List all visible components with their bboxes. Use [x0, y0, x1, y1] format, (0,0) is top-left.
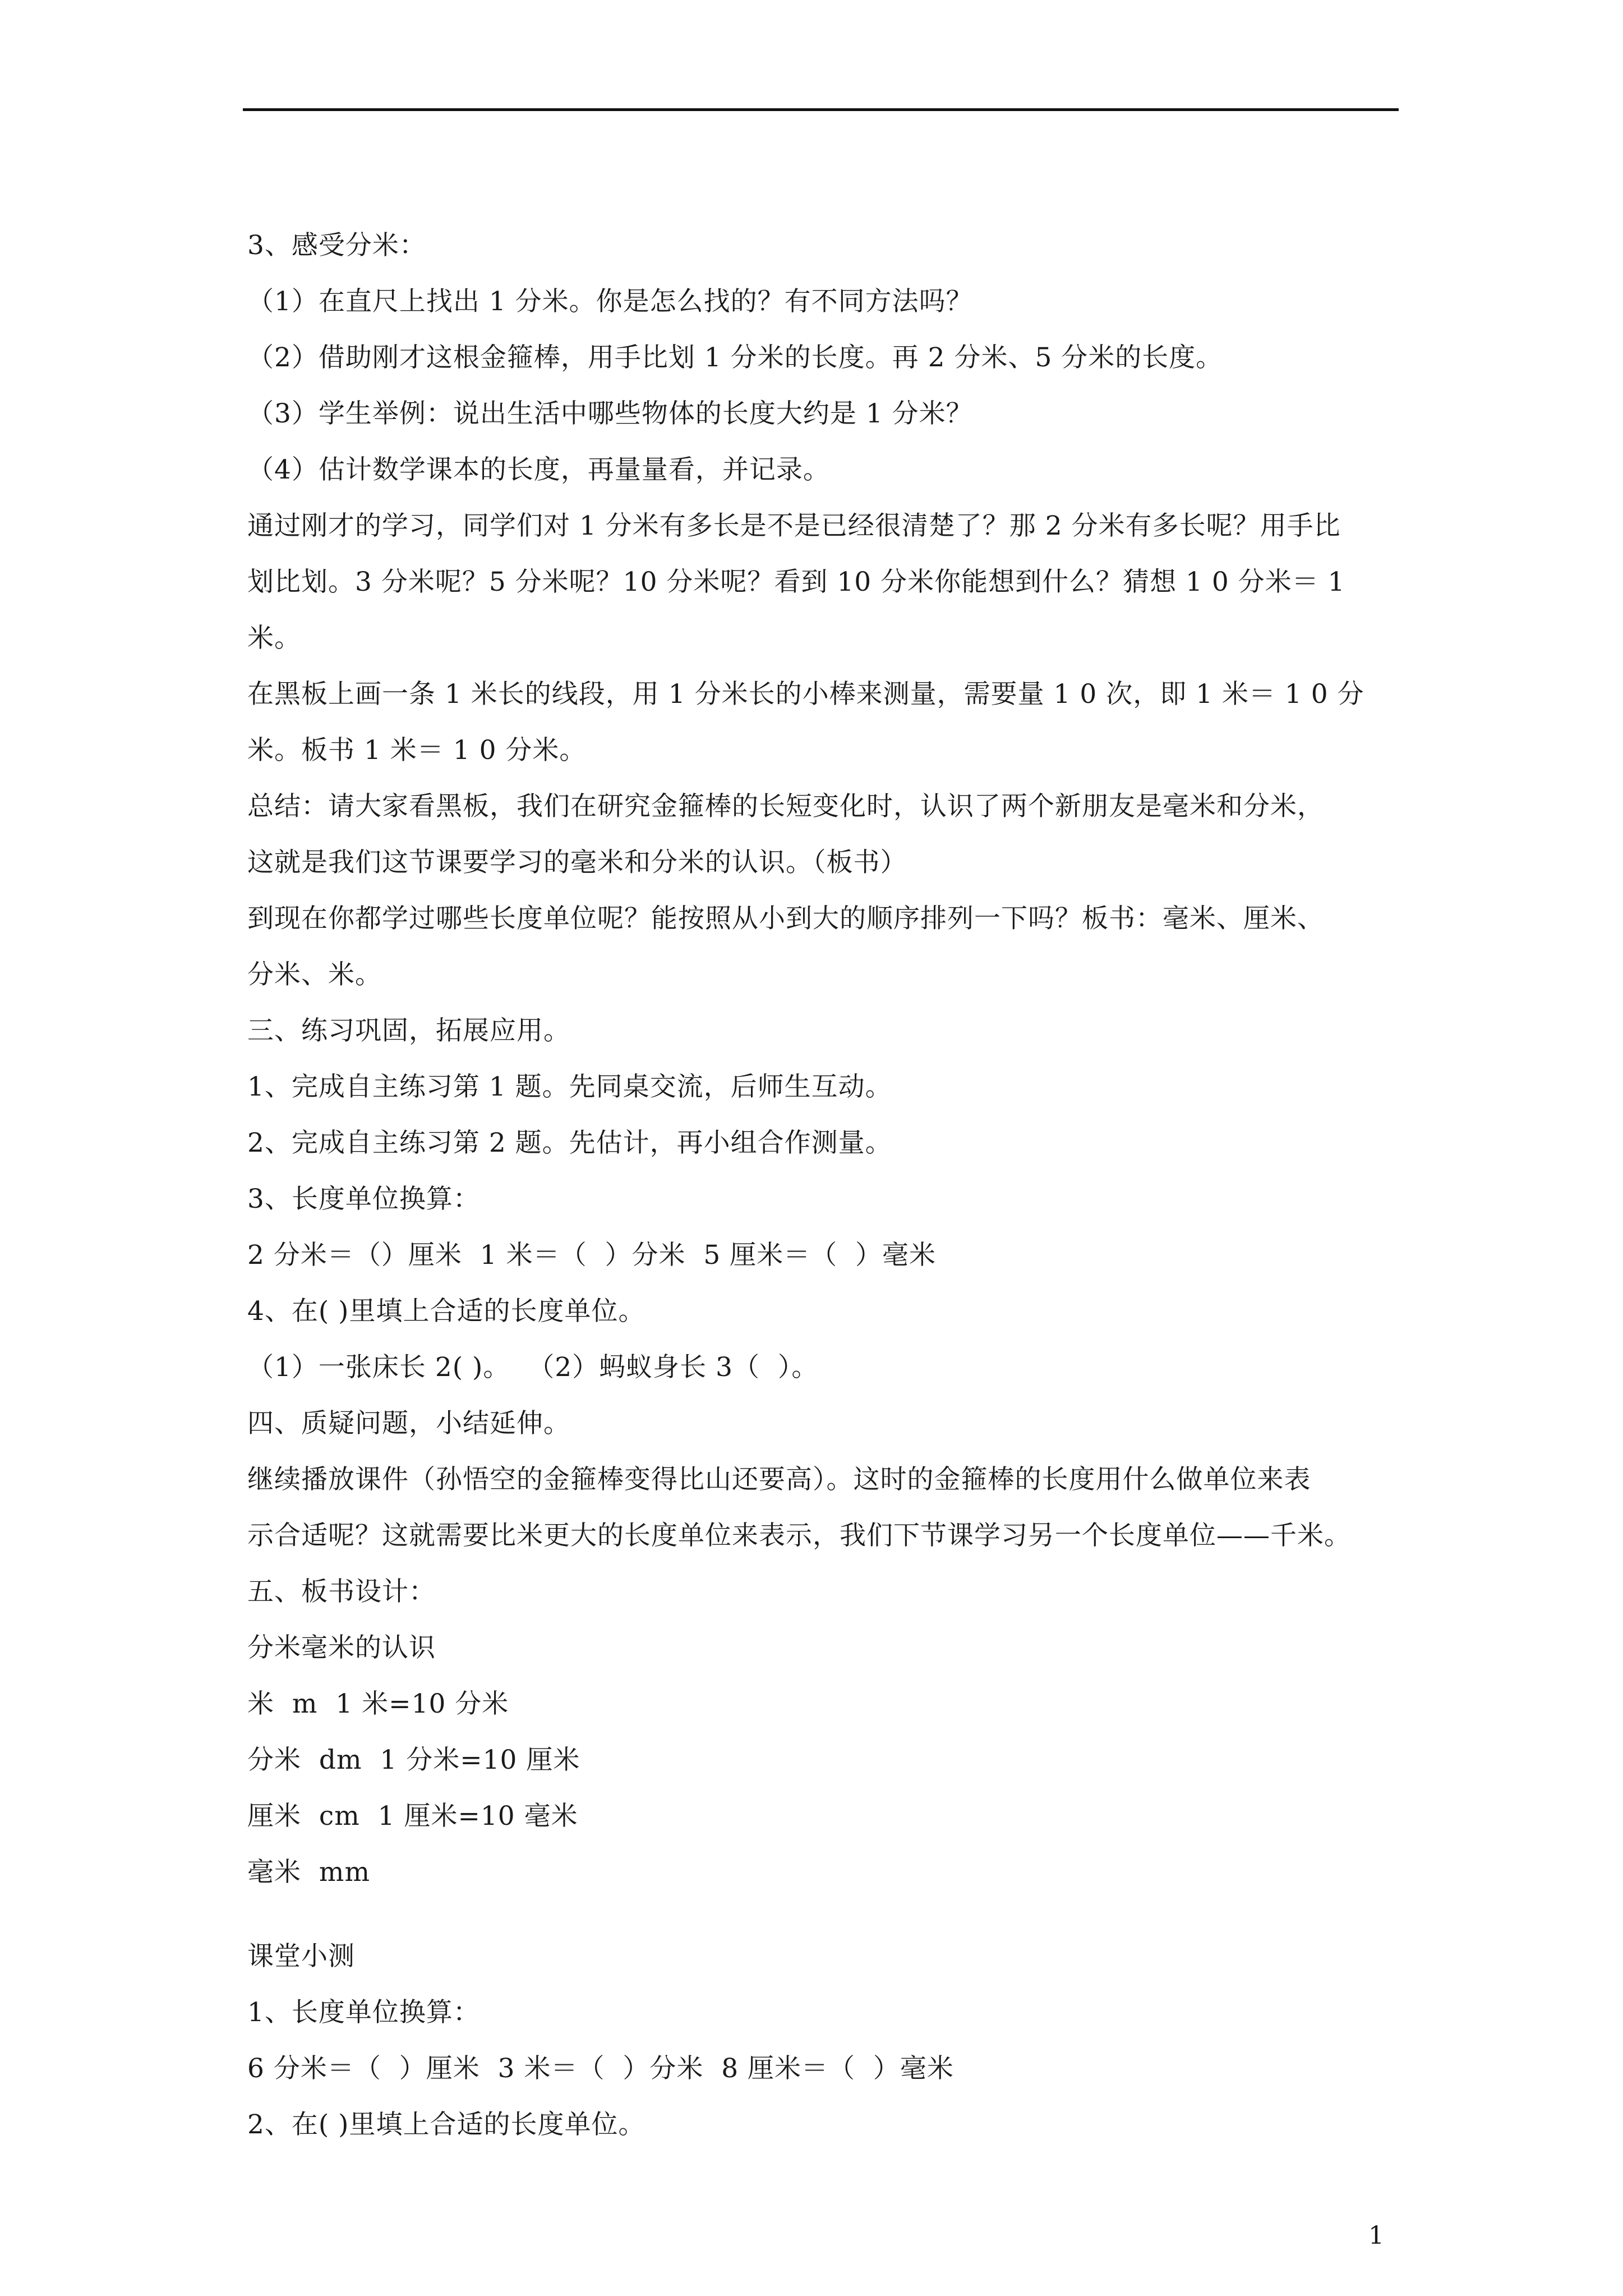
board-line: 毫米 mm	[247, 1857, 371, 1888]
paragraph-line: 继续播放课件（孙悟空的金箍棒变得比山还要高）。这时的金箍棒的长度用什么做单位来表	[247, 1464, 1311, 1495]
exercise-line: 6 分米＝（ ）厘米 3 米＝（ ）分米 8 厘米＝（ ）毫米	[247, 2053, 954, 2084]
paragraph-line: （4）估计数学课本的长度，再量量看，并记录。	[247, 454, 830, 485]
board-line: 厘米 cm 1 厘米=10 毫米	[247, 1801, 578, 1832]
paragraph-line: 1、完成自主练习第 1 题。先同桌交流，后师生互动。	[247, 1071, 892, 1102]
paragraph-line: 总结：请大家看黑板，我们在研究金箍棒的长短变化时，认识了两个新朋友是毫米和分米，	[247, 791, 1324, 822]
paragraph-line: 通过刚才的学习，同学们对 1 分米有多长是不是已经很清楚了？那 2 分米有多长呢？用手比	[247, 510, 1341, 541]
paragraph-line: 划比划。3 分米呢？5 分米呢？10 分米呢？看到 10 分米你能想到什么？猜想 1 0 分米＝ 1	[247, 567, 1345, 597]
paragraph-line: 到现在你都学过哪些长度单位呢？能按照从小到大的顺序排列一下吗？板书：毫米、厘米、	[247, 903, 1324, 934]
section-heading: 五、板书设计：	[247, 1576, 436, 1607]
section-heading: 3、感受分米：	[247, 230, 426, 261]
paragraph-line: 在黑板上画一条 1 米长的线段，用 1 分米长的小棒来测量，需要量 1 0 次，即 1 米＝ 1 0 分	[247, 679, 1364, 710]
section-heading: 四、质疑问题，小结延伸。	[247, 1408, 570, 1439]
paragraph-line: 2、在( )里填上合适的长度单位。	[247, 2109, 645, 2140]
paragraph-line: （3）学生举例：说出生活中哪些物体的长度大约是 1 分米？	[247, 398, 973, 429]
section-heading: 三、练习巩固，拓展应用。	[247, 1015, 570, 1046]
paragraph-line: 4、在( )里填上合适的长度单位。	[247, 1296, 645, 1327]
section-heading: 课堂小测	[247, 1941, 355, 1972]
paragraph-line: 米。板书 1 米＝ 1 0 分米。	[247, 735, 587, 766]
paragraph-line: 3、长度单位换算：	[247, 1184, 480, 1214]
page-number: 1	[1368, 2221, 1384, 2250]
exercise-line: 2 分米＝（）厘米 1 米＝（ ）分米 5 厘米＝（ ）毫米	[247, 1240, 937, 1271]
paragraph-line: 示合适呢？这就需要比米更大的长度单位来表示，我们下节课学习另一个长度单位——千米。	[247, 1520, 1351, 1551]
paragraph-line: （1）在直尺上找出 1 分米。你是怎么找的？有不同方法吗？	[247, 286, 973, 317]
board-line: 分米 dm 1 分米=10 厘米	[247, 1745, 580, 1775]
document-body	[247, 218, 1403, 2153]
header-rule	[243, 108, 1399, 111]
board-title: 分米毫米的认识	[247, 1632, 436, 1663]
blank-line	[247, 1901, 1403, 1929]
exercise-line: （1）一张床长 2( )。 （2）蚂蚁身长 3（ ）。	[247, 1352, 819, 1383]
paragraph-line: 2、完成自主练习第 2 题。先估计，再小组合作测量。	[247, 1128, 892, 1158]
paragraph-line: 分米、米。	[247, 959, 382, 990]
paragraph-line: （2）借助刚才这根金箍棒，用手比划 1 分米的长度。再 2 分米、5 分米的长度。	[247, 342, 1223, 373]
paragraph-line: 米。	[247, 623, 301, 654]
paragraph-line: 这就是我们这节课要学习的毫米和分米的认识。（板书）	[247, 847, 907, 878]
paragraph-line: 1、长度单位换算：	[247, 1997, 480, 2028]
board-line: 米 m 1 米=10 分米	[247, 1688, 509, 1719]
